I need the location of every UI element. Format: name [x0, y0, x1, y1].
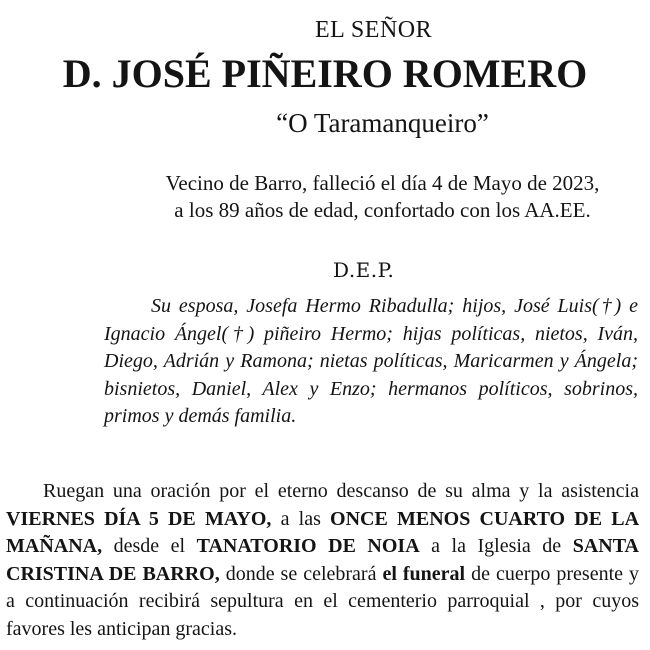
funeral-church: SANTA CRISTINA DE BARRO, [6, 535, 639, 585]
funeral-emphasis: el funeral [382, 562, 466, 585]
family-members-paragraph: Su esposa, Josefa Hermo Ribadulla; hijos, José Luis(†) e Ignacio Ángel(†) piñeiro Hermo; hijas políticas, nietos, Iván, Diego, Adrián y Ramona; nietas políticas, Maricarmen y Ángela; bisnietos, Daniel, Alex y Enzo; hermanos políticos, sobrinos, primos y demás familia. [104, 295, 638, 427]
request-text-2: a las [271, 507, 331, 530]
request-text-1: Ruegan una oración por el eterno descanso de su alma y la asistencia [43, 480, 639, 502]
request-text-5: donde se celebrará [219, 562, 383, 585]
funeral-time: ONCE MENOS CUARTO DE LA MAÑANA, [6, 507, 640, 557]
death-announcement [0, 170, 650, 224]
request-text-6: de cuerpo presente y a continuación recibirá sepultura en el cementerio parroquial , por cuyos favores les anticipan gracias. [6, 562, 639, 640]
rest-in-peace-abbreviation: D.E.P. [333, 258, 395, 282]
death-announcement-line-2: a los 89 años de edad, confortado con los AA.EE. [174, 198, 591, 222]
death-announcement-line-1: Vecino de Barro, falleció el día 4 de Mayo de 2023, [165, 171, 600, 195]
funeral-request-paragraph [6, 478, 639, 643]
deceased-nickname: “O Taramanqueiro” [276, 108, 489, 138]
request-text-3: desde el [102, 535, 197, 557]
deceased-name: D. JOSÉ PIÑEIRO ROMERO [62, 51, 588, 96]
request-text-4: a la Iglesia de [419, 535, 573, 557]
funeral-day: VIERNES DÍA 5 DE MAYO, [6, 507, 272, 530]
honorific-title: EL SEÑOR [315, 17, 433, 43]
funeral-departure-place: TANATORIO DE NOIA [196, 535, 420, 557]
